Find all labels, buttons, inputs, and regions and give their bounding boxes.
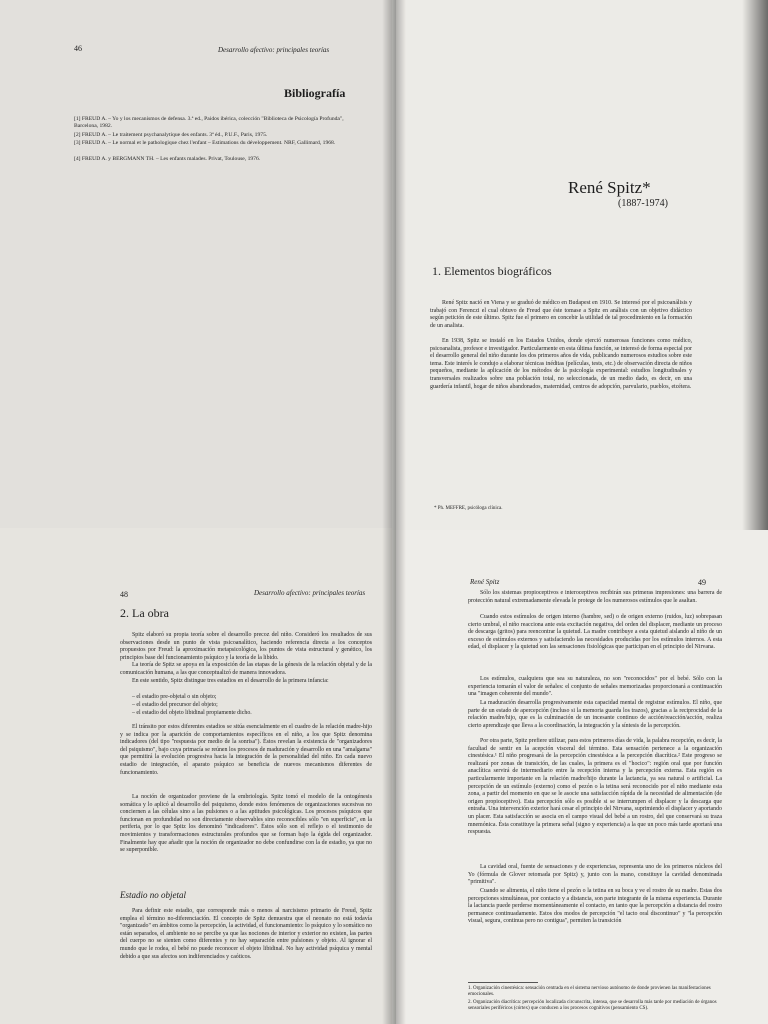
page-edge-shadow — [742, 0, 768, 530]
running-head: Desarrollo afectivo: principales teorías — [254, 589, 366, 597]
bibliography-heading: Bibliografía — [284, 86, 346, 100]
section-heading: 1. Elementos biográficos — [432, 264, 552, 278]
footnote: * Ph. MEFFRE, psicóloga clínica. — [434, 506, 503, 511]
subheading: Estadio no objetal — [120, 890, 186, 900]
footnote-1: 1. Organización cinestésica: sensación centrada en el sistema nervioso autónomo de donde provienen las manifestaciones emocionales. — [468, 986, 711, 998]
reference-4: [4] FREUD A. y BERGMANN TH. – Les enfants malades. Privat, Toulouse, 1976. — [74, 156, 261, 162]
paragraph: La noción de organizador proviene de la embriología. Spitz tomó el modelo de la ontogénesis somática y lo aplicó al desarrollo del psiquismo, donde estos fenómenos de organizaciones sucesivas no conciernen a las células sino a las pulsiones o a las aptitudes psicológicas. Los procesos psíquicos que funcionan en profundidad no son directamente observables sino reconocibles sólo "en superficie", en la periferia, por lo que Spitz los denominó "indicadores". Éstos sólo son el reflejo o el testimonio de movimientos y transformaciones estructurales profundos que se forman bajo la égida del organizador. Finalmente hay que añadir que la noción de organizador no debe confundirse con la de estadio, ya que no se superponible. — [120, 794, 372, 854]
page-number: 49 — [698, 578, 706, 587]
list-item: – el estadio pre-objetal o sin objeto; — [132, 694, 217, 700]
page-number: 46 — [74, 44, 82, 53]
paragraph: Cuando se alimenta, el niño tiene el pezón o la tetina en su boca y ve el rostro de su madre. Estas dos percepciones simultáneas, por contacto y a distancia, son parte integrante de la misma experiencia. Durante la lactancia puede perderse momentáneamente el contacto, en tanto que la percepción a distancia del rostro permanece continuadamente. Estos dos modos de percepción "el tacto oral discontinuo" y "la percepción visual, segura, continua pero no contigua", permiten la transición — [468, 888, 722, 925]
running-head: Desarrollo afectivo: principales teorías — [218, 46, 330, 54]
reference-1: [1] FREUD A. – Yo y los mecanismos de defensa. 3.ª ed., Paidos ibérica, colección "Biblioteca de Psicología Profunda", Barcelona, 1982. — [74, 116, 344, 129]
chapter-title: René Spitz* — [568, 178, 651, 197]
gutter-shadow — [396, 0, 406, 1024]
paragraph: La cavidad oral, fuente de sensaciones y de experiencias, representa uno de los primeros núcleos del Yo (fórmula de Glover retomada por Spitz) y, junto con la mano, constituye la cavidad denominada "primitiva". — [468, 864, 722, 886]
paragraph: Sólo los sistemas propioceptivos e interoceptivos recibirán sus primeras impresiones: una barrera de protección natural extremadamente elevada le protege de los numerosos estímulos que le asaltan. — [468, 590, 722, 604]
paragraph: En 1938, Spitz se instaló en los Estados Unidos, donde ejerció numerosas funciones como médico, psicoanalista, profesor e investigador. Particularmente en esta última función, se interesó de forma especial por el desarrollo general del niño durante los dos primeros años de vida, publicando numerosos estudios sobre este tema. Este interés le condujo a elaborar técnicas inéditas (películas, tests, etc.) de observación directa de niños pequeños, mediante la aplicación de los métodos de la psicología experimental: estudios longitudinales y transversales realizados sobre una población total, no seleccionada, de un medio dado, es decir, en una guardería infantil, hogar de niños abandonados, maternidad, centros de adopción, parvulario, pueblos, etcétera. — [430, 338, 692, 390]
reference-3: [3] FREUD A. – Le normal et le pathologique chez l'enfant – Estimations du développement. NRF, Gallimard, 1968. — [74, 140, 336, 146]
chapter-years: (1887-1974) — [618, 198, 668, 209]
list-item: – el estadio del objeto libidinal propiamente dicho. — [132, 710, 252, 716]
footnote-2: 2. Organización diacrítica: percepción localizada circunscrita, intensa, que se desarrolla más tarde por mediación de órganos sensoriales periféricos (córtex) que conducen a los procesos cognitivos (pensamiento CS). — [468, 1000, 717, 1012]
paragraph: La maduración desarrolla progresivamente esta capacidad mental de registrar estímulos. El niño, que parte de un estado de apercepción (incluso si la memoria guarda los trazos), gracias a la reciprocidad de la relación madre/hijo, que es la culminación de un incesante continuo de acción/reacción/acción, realiza cierto aprendizaje que lleva a la coordinación, la integración y la síntesis de la percepción. — [468, 700, 722, 729]
paragraph: Spitz elaboró su propia teoría sobre el desarrollo precoz del niño. Consideró los resultados de sus observaciones desde un punto de vista psicoanalítico, haciendo referencia directa a los conceptos propuestos por Freud: la aproximación metapsicológica, los puntos de vista estructural y genético, los principios base del funcionamiento psíquico y la teoría de la libido. — [120, 632, 372, 661]
page-spitz-title — [392, 0, 768, 530]
paragraph: Cuando estos estímulos de origen interno (hambre, sed) o de origen externo (ruidos, luz) sobrepasan cierto umbral, el niño reacciona ante esta excitación negativa, del orden del displacer, mediante un proceso de descarga (gritos) para reencontrar la quietud. La madre contribuye a esta quietud aislando al niño de un exceso de estímulos externos y satisfaciendo las necesidades producidas por los estímulos internos. A esta edad, el displacer y la quietud son las sensaciones fisiológicas que participan en el principio del Nirvana. — [468, 614, 722, 651]
list-item: – el estadio del precursor del objeto; — [132, 702, 218, 708]
section-heading: 2. La obra — [120, 606, 169, 620]
paragraph: Para definir este estadio, que corresponde más o menos al narcisismo primario de Freud, Spitz emplea el término no-diferenciación. El concepto de Spitz demuestra que el neonato no está todavía "organizado" en ámbitos como la percepción, la actividad, el funcionamiento: lo psíquico y lo somático no están separados, el ambiente no se percibe ya que las nociones de interior y exterior no existen, las partes del cuerpo no se sienten como diferentes y no hay separación entre pulsiones y objeto. Al ignorar el mundo que le rodea, el bebé no puede reconocer el objeto libidinal. No hay actividad psíquica y mental debido a que sus afectos son indiferenciados y caóticos. — [120, 908, 372, 960]
page-46 — [0, 0, 392, 528]
reference-2: [2] FREUD A. – Le traitement psychanalytique des enfants. 3ª éd., P.U.F., Paris, 1975. — [74, 132, 268, 138]
page-number: 48 — [120, 590, 128, 599]
paragraph: La teoría de Spitz se apoya en la exposición de las etapas de la génesis de la relación objetal y de la comunicación humana, a las que conceptualizó de manera innovadora. — [120, 662, 372, 676]
paragraph: Los estímulos, cualquiera que sea su naturaleza, no son "reconocidos" por el bebé. Sólo con la experiencia tomarán el valor de señales: el conjunto de señales memorizadas proporcionará a continuación una "imagen coherente del mundo". — [468, 676, 722, 698]
gutter-shadow — [382, 0, 396, 1024]
paragraph: René Spitz nació en Viena y se graduó de médico en Budapest en 1910. Se interesó por el psicoanálisis y trabajó con Ferenczi el cual obtuvo de Freud que éste tomase a Spitz en análisis con un objetivo didáctico según petición de este último. Spitz fue el primero en concebir la utilidad de tal procedimiento en la formación de un analista. — [430, 300, 692, 329]
page-49 — [392, 530, 768, 1024]
running-head: René Spitz — [470, 578, 500, 586]
page-48 — [0, 528, 392, 1024]
footnote-rule — [468, 982, 538, 983]
paragraph: Por otra parte, Spitz prefiere utilizar, para estos primeros días de vida, la palabra recepción, es decir, la facultad de sentir en la acepción visceral del término. Esta sensación pertenece a la organización cinestésica.¹ El niño progresará de la percepción cinestésica a la percepción diacrítica.² Este progreso se realizará por zonas de transición, de las cuales, la primera es el "hocico": región oral que por función anaclítica servirá de intermediario entre la recepción interna y la percepción externa. Esta región es particularmente importante en la relación madre/hijo durante la lactancia, ya sea natural o artificial. La percepción de un estímulo (externo) como el pezón o la tetina será reconocido por el niño mediante esta zona, a partir del momento en que se le asocie una satisfacción rápida de la necesidad de alimentación (de origen propioceptivo). Esta percepción sólo es posible si se interrumpen el displacer y la descarga que entraña. Una intervención exterior hará cesar el principio del Nirvana, suprimiendo el displacer y aportando un placer. Esta satisfacción se asocia en el campo visual del bebé a un rostro, del que conservará su traza mnemónica. Ésta constituye la primera señal (signo y experiencia) a la que un poco más tarde aportará una respuesta. — [468, 738, 722, 836]
paragraph: El tránsito por estos diferentes estadios se sitúa esencialmente en el cuadro de la relación madre-hijo y se indica por la aparición de comportamientos específicos en el niño, a los que Spitz denomina indicadores (del tipo "respuesta por medio de la sonrisa"). Éstos revelan la existencia de "organizadores del psiquismo", bajo cuya primacía se reúnen los procesos de maduración y desarrollo en una "amalgama" que permitirá la evolución progresiva hacia la integración de la personalidad del niño. En cada nuevo estadio de integración, el aparato psíquico se beneficia de nuevos mecanismos diferentes de funcionamiento. — [120, 724, 372, 776]
paragraph: En este sentido, Spitz distingue tres estadios en el desarrollo de la primera infancia: — [132, 678, 329, 684]
